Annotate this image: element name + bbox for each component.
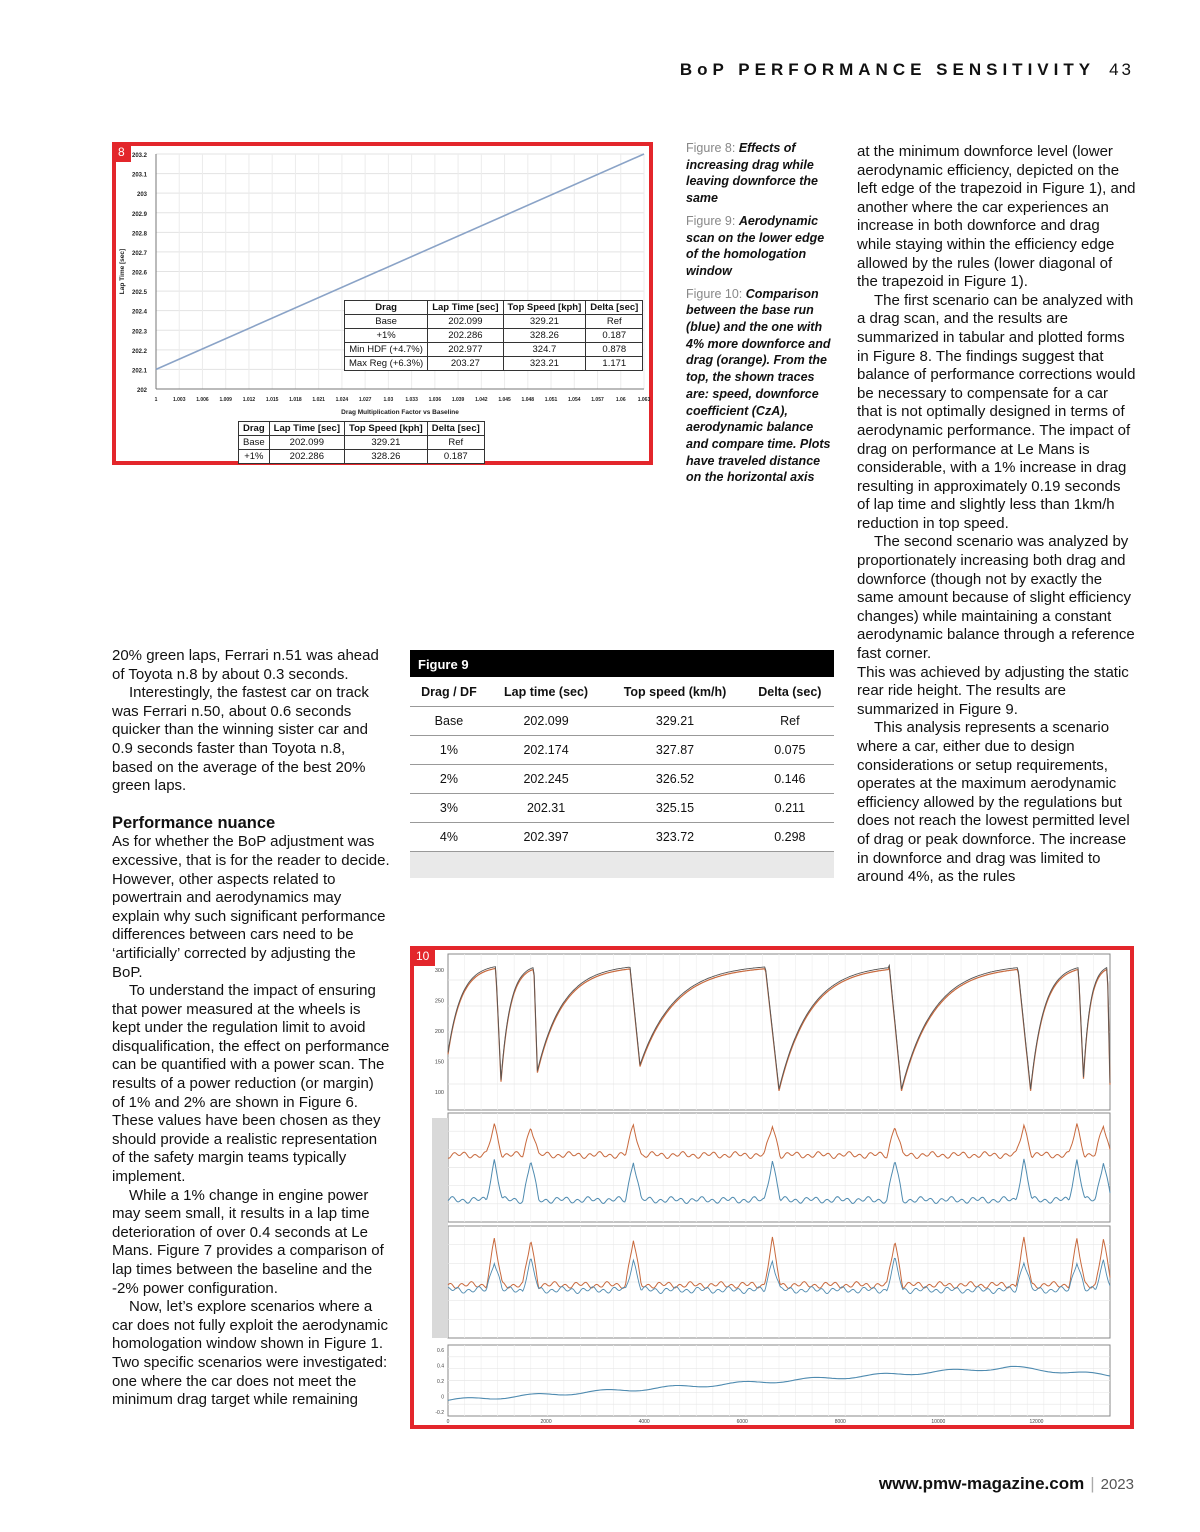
speed-tick-label: 300 bbox=[434, 968, 444, 975]
bottom-table-header bbox=[239, 422, 485, 436]
figure-9-cell: 202.099 bbox=[488, 707, 604, 736]
figure-9-cell: 202.245 bbox=[488, 765, 604, 794]
y-tick-label: 202.2 bbox=[131, 348, 147, 355]
inset-table-cell: 323.21 bbox=[503, 357, 586, 371]
x-tick-label: 1.015 bbox=[265, 397, 279, 403]
distance-tick-label: 10000 bbox=[931, 1419, 946, 1425]
inset-table-cell: 324.7 bbox=[503, 343, 586, 357]
figure-captions bbox=[686, 140, 832, 492]
y-tick-label: 202.7 bbox=[131, 250, 147, 257]
x-tick-label: 1.045 bbox=[498, 397, 511, 403]
section-title: BoP PERFORMANCE SENSITIVITY bbox=[679, 60, 1096, 79]
x-tick-label: 1.003 bbox=[172, 397, 186, 403]
figure-9-cell: Ref bbox=[746, 707, 834, 736]
left-paragraph-3: As for whether the BoP adjustment was excessive, that is for the reader to decide. However, other aspects related to powertrain and aerodynamics may explain why such significant performance differences between cars need to be ‘artificially’ corrected by adjusting the BoP. bbox=[112, 833, 390, 981]
bottom-table-cell: 202.286 bbox=[269, 450, 344, 464]
y-tick-label: 202 bbox=[136, 388, 147, 394]
inset-table-cell: 328.26 bbox=[503, 329, 586, 343]
figure-10 bbox=[410, 946, 1134, 1429]
y-axis-title: Lap Time [sec] bbox=[119, 248, 126, 295]
page-number: 43 bbox=[1109, 60, 1134, 79]
inset-table-row bbox=[345, 343, 643, 357]
right-paragraph-4: This was achieved by adjusting the static rear ride height. The results are summarized in Figure 9. bbox=[857, 663, 1129, 718]
bottom-table-header-cell: Drag bbox=[239, 422, 270, 436]
x-tick-label: 1.042 bbox=[475, 397, 488, 403]
inset-table-row bbox=[345, 315, 643, 329]
footer-year: 2023 bbox=[1100, 1476, 1134, 1493]
figure-9-cell: 202.31 bbox=[488, 794, 604, 823]
inset-table-cell: Max Reg (+6.3%) bbox=[345, 357, 428, 371]
x-tick-label: 1.027 bbox=[358, 397, 372, 403]
right-paragraph-5: This analysis represents a scenario where a car, either due to design considerations or setup requirements, operates at the maximum aerodynamic efficiency allowed by the regulations but does not reach the lowest permitted level of drag or peak downforce. The increase in downforce and drag was limited to around 4%, as the rules bbox=[857, 719, 1130, 886]
y-tick-label: 203.1 bbox=[131, 172, 147, 179]
figure-9-cell: 1% bbox=[410, 736, 488, 765]
figure-9-cell: 325.15 bbox=[604, 794, 745, 823]
figure-8-bottom-table bbox=[238, 421, 485, 464]
balance-tick-label: -0.2 bbox=[435, 1410, 444, 1416]
x-axis-title: Drag Multiplication Factor vs Baseline bbox=[341, 409, 459, 416]
inset-table-header-cell: Drag bbox=[345, 301, 428, 315]
scroll-shade bbox=[432, 1118, 448, 1338]
bottom-table-cell: +1% bbox=[239, 450, 270, 464]
figure-9-row bbox=[410, 794, 834, 823]
caption-figure-10: Figure 10: Comparison between the base run (blue) and the one with 4% more downforce and drag (orange). From the top, the shown traces are: speed, downforce coefficient (CzA), aerodynamic balance and compare time. Plots have traveled distance on the horizontal axis bbox=[686, 286, 831, 485]
inset-table-cell: 202.099 bbox=[428, 315, 503, 329]
y-tick-label: 202.4 bbox=[131, 309, 147, 316]
inset-table-cell: Base bbox=[345, 315, 428, 329]
y-tick-label: 202.8 bbox=[131, 231, 147, 238]
y-tick-label: 202.9 bbox=[131, 211, 147, 218]
figure-9-cell: 0.298 bbox=[746, 823, 834, 852]
y-tick-label: 202.1 bbox=[131, 368, 147, 375]
figure-9-header-cell: Top speed (km/h) bbox=[604, 677, 745, 707]
figure-9-header-cell: Lap time (sec) bbox=[488, 677, 604, 707]
inset-table-cell: 329.21 bbox=[503, 315, 586, 329]
x-tick-label: 1.057 bbox=[591, 397, 604, 403]
y-tick-label: 202.6 bbox=[131, 270, 147, 277]
bottom-table-cell: Base bbox=[239, 436, 270, 450]
balance-tick-label: 0.4 bbox=[437, 1363, 444, 1370]
speed-tick-label: 250 bbox=[434, 998, 444, 1005]
distance-tick-label: 12000 bbox=[1029, 1419, 1044, 1425]
inset-table-row bbox=[345, 357, 643, 371]
distance-tick-label: 8000 bbox=[834, 1419, 846, 1425]
figure-9-row bbox=[410, 823, 834, 852]
x-tick-label: 1.021 bbox=[312, 397, 325, 403]
distance-tick-label: 0 bbox=[446, 1419, 450, 1425]
figure-10-traces bbox=[414, 950, 1130, 1425]
balance-tick-label: 0.6 bbox=[437, 1348, 444, 1354]
x-tick-label: 1.033 bbox=[405, 397, 418, 403]
distance-tick-label: 4000 bbox=[638, 1419, 650, 1425]
distance-tick-label: 2000 bbox=[540, 1419, 552, 1425]
x-tick-label: 1.048 bbox=[521, 397, 535, 403]
inset-table-cell: +1% bbox=[345, 329, 428, 343]
footer-separator: | bbox=[1090, 1474, 1095, 1493]
x-tick-label: 1.063 bbox=[637, 397, 651, 403]
inset-table-header-cell: Top Speed [kph] bbox=[503, 301, 586, 315]
inset-table-cell: Min HDF (+4.7%) bbox=[345, 343, 428, 357]
bottom-table-cell: 202.099 bbox=[269, 436, 344, 450]
figure-9-row bbox=[410, 736, 834, 765]
x-tick-label: 1.024 bbox=[335, 397, 349, 403]
inset-table-row bbox=[345, 329, 643, 343]
right-paragraph-3: The second scenario was analyzed by proportionately increasing both drag and downforce (though not by exactly the same amount because of slight efficiency changes) while maintaining a constant aerodynamic balance through a reference fast corner. bbox=[857, 533, 1135, 663]
y-tick-label: 202.5 bbox=[131, 290, 147, 297]
y-tick-label: 203.2 bbox=[131, 153, 147, 159]
distance-tick-label: 6000 bbox=[736, 1419, 748, 1425]
figure-9-cell: 202.397 bbox=[488, 823, 604, 852]
figure-9-cell: 327.87 bbox=[604, 736, 745, 765]
y-tick-label: 202.3 bbox=[131, 329, 147, 336]
x-tick-label: 1 bbox=[154, 397, 158, 403]
right-paragraph-1: at the minimum downforce level (lower aerodynamic efficiency, depicted on the left edge of the trapezoid in Figure 1), and another where the car experiences an increase in both downforce and drag while staying within the efficiency edge allowed by the rules (lower diagonal of the trapezoid in Figure 1). bbox=[857, 143, 1136, 291]
speed-tick-label: 200 bbox=[434, 1028, 444, 1035]
inset-table-cell: 1.171 bbox=[586, 357, 643, 371]
figure-9-cell: 329.21 bbox=[604, 707, 745, 736]
x-tick-label: 1.018 bbox=[289, 397, 302, 403]
figure-9-cell: Base bbox=[410, 707, 488, 736]
left-paragraph-1: 20% green laps, Ferrari n.51 was ahead of Toyota n.8 by about 0.3 seconds. bbox=[112, 647, 379, 683]
page-footer bbox=[879, 1474, 1134, 1494]
x-tick-label: 1.039 bbox=[451, 397, 465, 403]
right-paragraph-2: The first scenario can be analyzed with a drag scan, and the results are summarized in tabular and plotted forms in Figure 8. The findings suggest that balance of performance corrections would be necessary to compensate for a car that is not optimally designed in terms of aerodynamic performance. The impact of drag on performance at Le Mans is considerable, with a 1% increase in drag resulting in approximately 0.19 seconds of lap time and slightly less than 1km/h reduction in top speed. bbox=[857, 291, 1136, 532]
figure-9-row bbox=[410, 765, 834, 794]
caption-figure-9: Figure 9: Aerodynamic scan on the lower edge of the homologation window bbox=[686, 213, 825, 278]
caption-figure-8: Figure 8: Effects of increasing drag while leaving downforce the same bbox=[686, 141, 818, 206]
bottom-table-row bbox=[239, 436, 485, 450]
figure-9-title: Figure 9 bbox=[410, 650, 834, 677]
inset-table-header-cell: Lap Time [sec] bbox=[428, 301, 503, 315]
left-column bbox=[112, 647, 390, 1410]
figure-10-number: 10 bbox=[410, 946, 435, 966]
bottom-table-cell: Ref bbox=[427, 436, 484, 450]
inset-table-cell: 0.187 bbox=[586, 329, 643, 343]
inset-table-cell: 202.286 bbox=[428, 329, 503, 343]
figure-9-table bbox=[410, 650, 834, 878]
x-tick-label: 1.009 bbox=[219, 397, 232, 403]
figure-9-cell: 202.174 bbox=[488, 736, 604, 765]
x-tick-label: 1.03 bbox=[383, 397, 394, 403]
x-tick-label: 1.054 bbox=[568, 397, 581, 403]
figure-9-cell: 3% bbox=[410, 794, 488, 823]
balance-tick-label: 0 bbox=[441, 1394, 444, 1401]
x-tick-label: 1.06 bbox=[615, 397, 626, 403]
figure-8-number: 8 bbox=[112, 142, 131, 162]
bottom-table-header-cell: Lap Time [sec] bbox=[269, 422, 344, 436]
figure-9-cell: 0.146 bbox=[746, 765, 834, 794]
x-tick-label: 1.006 bbox=[196, 397, 209, 403]
figure-9-cell: 4% bbox=[410, 823, 488, 852]
bottom-table-row bbox=[239, 450, 485, 464]
balance-tick-label: 0.2 bbox=[437, 1379, 444, 1385]
figure-9-row bbox=[410, 707, 834, 736]
x-tick-label: 1.012 bbox=[242, 397, 256, 403]
left-paragraph-4: To understand the impact of ensuring that power measured at the wheels is kept under the regulation limit to avoid disqualification, the effect on performance can be quantified with a power scan. The results of a power reduction (or margin) of 1% and 2% are shown in Figure 6. These values have been chosen as they should provide a realistic representation of the safety margin teams typically implement. bbox=[112, 982, 390, 1186]
running-header bbox=[680, 60, 1134, 80]
left-paragraph-5: While a 1% change in engine power may seem small, it results in a lap time deterioration of over 0.4 seconds at Le Mans. Figure 7 provides a comparison of lap times between the baseline and the -2% power configuration. bbox=[112, 1186, 384, 1297]
figure-9-cell: 323.72 bbox=[604, 823, 745, 852]
speed-tick-label: 100 bbox=[434, 1089, 444, 1096]
inset-table-cell: 0.878 bbox=[586, 343, 643, 357]
inset-table-cell: 202.977 bbox=[428, 343, 503, 357]
bottom-table-header-cell: Top Speed [kph] bbox=[345, 422, 428, 436]
inset-table-cell: 203.27 bbox=[428, 357, 503, 371]
figure-9-header-cell: Delta (sec) bbox=[746, 677, 834, 707]
figure-9-cell: 0.075 bbox=[746, 736, 834, 765]
inset-table-header bbox=[345, 301, 643, 315]
footer-website: www.pmw-magazine.com bbox=[878, 1474, 1085, 1493]
figure-9-cell: 326.52 bbox=[604, 765, 745, 794]
figure-9-cell: 0.211 bbox=[746, 794, 834, 823]
right-column bbox=[857, 143, 1137, 887]
figure-9-header-cell: Drag / DF bbox=[410, 677, 488, 707]
figure-8 bbox=[112, 142, 653, 465]
left-paragraph-6: Now, let’s explore scenarios where a car does not fully exploit the aerodynamic homologation window shown in Figure 1. Two specific scenarios were investigated: one where the car does not meet the minimum drag target while remaining bbox=[112, 1298, 388, 1409]
figure-9-cell: 2% bbox=[410, 765, 488, 794]
figure-9-footer-band bbox=[410, 852, 834, 878]
inset-table-cell: Ref bbox=[586, 315, 643, 329]
speed-tick-label: 150 bbox=[434, 1059, 444, 1066]
x-tick-label: 1.036 bbox=[428, 397, 442, 403]
bottom-table-cell: 0.187 bbox=[427, 450, 484, 464]
figure-9-header-row bbox=[410, 677, 834, 707]
figure-8-inset-table bbox=[344, 300, 643, 371]
inset-table-header-cell: Delta [sec] bbox=[586, 301, 643, 315]
bottom-table-cell: 328.26 bbox=[345, 450, 428, 464]
y-tick-label: 203 bbox=[136, 192, 147, 199]
bottom-table-cell: 329.21 bbox=[345, 436, 428, 450]
section-heading: Performance nuance bbox=[112, 813, 276, 832]
x-tick-label: 1.051 bbox=[544, 397, 558, 403]
bottom-table-header-cell: Delta [sec] bbox=[427, 422, 484, 436]
left-paragraph-2: Interestingly, the fastest car on track was Ferrari n.50, about 0.6 seconds quicker than the winning sister car and 0.9 seconds faster than Toyota n.8, based on the average of the best 20% green laps. bbox=[112, 684, 369, 795]
